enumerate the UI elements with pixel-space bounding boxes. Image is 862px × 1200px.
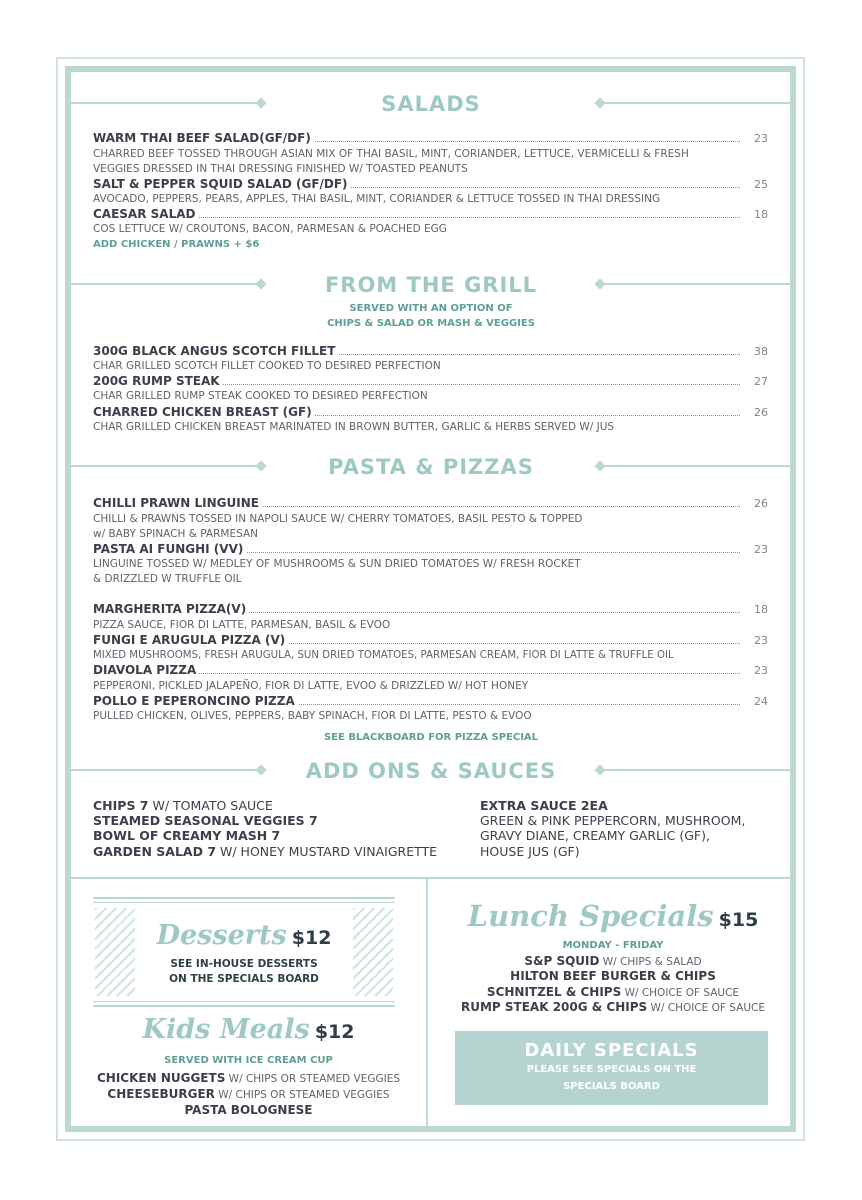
desserts-heading (135, 920, 353, 951)
item-name: 200G RUMP STEAK (93, 374, 223, 388)
bottom-panel-rule (71, 877, 791, 879)
item-description: w/ BABY SPINACH & PARMESAN (93, 528, 258, 540)
item-price: 27 (754, 375, 768, 388)
item-price: 26 (754, 406, 768, 419)
item-description: PEPPERONI, PICKLED JALAPEÑO, FIOR DI LATTE, EVOO & DRIZZLED W/ HOT HONEY (93, 680, 529, 692)
addon-line (93, 813, 318, 829)
section-title-grill: FROM THE GRILL (324, 273, 538, 297)
lunch-subtitle: MONDAY - FRIDAY (562, 940, 664, 951)
item-description: CHAR GRILLED RUMP STEAK COOKED TO DESIRED PERFECTION (93, 390, 428, 402)
lunch-item (428, 954, 798, 968)
addon-detail: W/ HONEY MUSTARD VINAIGRETTE (216, 844, 438, 859)
lunch-item (428, 1000, 798, 1014)
item-name: CHILLI PRAWN LINGUINE (93, 496, 262, 510)
extra-sauce-title (480, 798, 608, 814)
menu-item (93, 542, 768, 557)
section-title-pasta: PASTA & PIZZAS (328, 455, 534, 479)
lunch-item-name: S&P SQUID (524, 954, 600, 968)
kids-price: $12 (314, 1021, 355, 1043)
item-description: PIZZA SAUCE, FIOR DI LATTE, PARMESAN, BASIL & EVOO (93, 619, 391, 631)
item-price: 23 (754, 132, 768, 145)
addon-name: BOWL OF CREAMY MASH 7 (93, 828, 281, 843)
item-price: 23 (754, 634, 768, 647)
item-price: 24 (754, 695, 768, 708)
hatch-pattern (95, 908, 135, 996)
menu-item (93, 131, 768, 146)
item-price: 23 (754, 664, 768, 677)
item-description: PULLED CHICKEN, OLIVES, PEPPERS, BABY SPINACH, FIOR DI LATTE, PESTO & EVOO (93, 710, 532, 722)
item-name: CAESAR SALAD (93, 207, 198, 221)
lunch-item (428, 985, 798, 999)
lunch-item-detail: W/ CHOICE OF SAUCE (647, 1002, 765, 1014)
item-description: VEGGIES DRESSED IN THAI DRESSING FINISHED W/ TOASTED PEANUTS (93, 163, 468, 175)
lunch-item (428, 969, 798, 983)
item-name: PASTA AI FUNGHI (VV) (93, 542, 246, 556)
menu-item (93, 602, 768, 617)
lunch-item-detail: W/ CHOICE OF SAUCE (621, 987, 740, 999)
item-description: MIXED MUSHROOMS, FRESH ARUGULA, SUN DRIED TOMATOES, PARMESAN CREAM, FIOR DI LATTE & TRUFFLE OIL (93, 650, 674, 661)
addon-name: STEAMED SEASONAL VEGGIES 7 (93, 813, 318, 828)
lunch-price: $15 (718, 909, 759, 931)
kids-item (71, 1103, 426, 1117)
kids-item-name: PASTA BOLOGNESE (184, 1103, 313, 1117)
kids-title: Kids Meals (142, 1014, 310, 1045)
section-title-salads: SALADS (381, 92, 481, 116)
item-name: WARM THAI BEEF SALAD(GF/DF) (93, 131, 314, 145)
item-name: MARGHERITA PIZZA(V) (93, 602, 249, 616)
addon-line (93, 844, 437, 860)
kids-item (71, 1087, 426, 1101)
desserts-price: $12 (291, 927, 332, 949)
addon-detail: W/ TOMATO SAUCE (148, 798, 273, 813)
menu-item (93, 694, 768, 709)
salad-addon-note: ADD CHICKEN / PRAWNS + $6 (93, 239, 260, 250)
extra-sauce-label: EXTRA SAUCE 2EA (480, 798, 608, 813)
desserts-title: Desserts (156, 920, 287, 951)
kids-item-name: CHICKEN NUGGETS (96, 1071, 226, 1085)
lunch-item-name: RUMP STEAK 200G & CHIPS (461, 1000, 648, 1014)
menu-item (93, 496, 768, 511)
menu-item (93, 344, 768, 359)
kids-item (71, 1071, 426, 1085)
item-description: COS LETTUCE W/ CROUTONS, BACON, PARMESAN & POACHED EGG (93, 223, 447, 235)
section-title-addons: ADD ONS & SAUCES (305, 759, 557, 783)
kids-item-detail: W/ CHIPS OR STEAMED VEGGIES (214, 1089, 390, 1101)
kids-item-detail: W/ CHIPS OR STEAMED VEGGIES (225, 1073, 400, 1085)
menu-item (93, 405, 768, 420)
item-price: 18 (754, 208, 768, 221)
item-description: CHARRED BEEF TOSSED THROUGH ASIAN MIX OF THAI BASIL, MINT, CORIANDER, LETTUCE, VERMICELLI & FRESH (93, 148, 689, 160)
item-name: SALT & PEPPER SQUID SALAD (GF/DF) (93, 177, 351, 191)
item-description: CHILLI & PRAWNS TOSSED IN NAPOLI SAUCE W/ CHERRY TOMATOES, BASIL PESTO & TOPPED (93, 513, 583, 525)
addon-name: GARDEN SALAD 7 (93, 844, 217, 859)
grill-subtitle: SERVED WITH AN OPTION OF (349, 303, 513, 314)
menu-item (93, 374, 768, 389)
menu-item (93, 663, 768, 678)
item-price: 26 (754, 497, 768, 510)
addon-line (93, 798, 273, 814)
item-description: CHAR GRILLED SCOTCH FILLET COOKED TO DESIRED PERFECTION (93, 360, 441, 372)
kids-item-name: CHEESEBURGER (107, 1087, 215, 1101)
item-name: 300G BLACK ANGUS SCOTCH FILLET (93, 344, 338, 358)
item-price: 18 (754, 603, 768, 616)
kids-heading (71, 1014, 426, 1045)
menu-item (93, 177, 768, 192)
lunch-item-name: HILTON BEEF BURGER & CHIPS (510, 969, 716, 983)
menu-item (93, 633, 768, 648)
kids-subtitle: SERVED WITH ICE CREAM CUP (164, 1055, 333, 1066)
addon-line (93, 828, 280, 844)
item-name: FUNGI E ARUGULA PIZZA (V) (93, 633, 288, 647)
lunch-item-detail: W/ CHIPS & SALAD (599, 956, 702, 968)
daily-specials-line: PLEASE SEE SPECIALS ON THE (526, 1064, 697, 1075)
item-price: 25 (754, 178, 768, 191)
sauce-list-line: GREEN & PINK PEPPERCORN, MUSHROOM, (480, 813, 746, 828)
pizza-special-note: SEE BLACKBOARD FOR PIZZA SPECIAL (323, 732, 539, 743)
item-description: CHAR GRILLED CHICKEN BREAST MARINATED IN BROWN BUTTER, GARLIC & HERBS SERVED W/ JUS (93, 421, 615, 433)
lunch-title: Lunch Specials (467, 899, 714, 933)
lunch-heading (428, 899, 798, 933)
daily-specials-title: DAILY SPECIALS (524, 1040, 699, 1061)
hatch-pattern (353, 908, 393, 996)
item-name: DIAVOLA PIZZA (93, 663, 199, 677)
menu-item (93, 207, 768, 222)
item-name: POLLO E PEPERONCINO PIZZA (93, 694, 298, 708)
item-name: CHARRED CHICKEN BREAST (GF) (93, 405, 315, 419)
desserts-line: ON THE SPECIALS BOARD (169, 973, 319, 985)
item-price: 23 (754, 543, 768, 556)
item-description: LINGUINE TOSSED W/ MEDLEY OF MUSHROOMS & SUN DRIED TOMATOES W/ FRESH ROCKET (93, 558, 581, 570)
addon-name: CHIPS 7 (93, 798, 149, 813)
item-description: & DRIZZLED W TRUFFLE OIL (93, 573, 242, 585)
sauce-list-line: GRAVY DIANE, CREAMY GARLIC (GF), (480, 828, 710, 843)
desserts-line: SEE IN-HOUSE DESSERTS (170, 958, 318, 970)
lunch-item-name: SCHNITZEL & CHIPS (486, 985, 622, 999)
grill-subtitle: CHIPS & SALAD OR MASH & VEGGIES (327, 318, 535, 329)
desserts-box-inner (93, 902, 395, 1002)
item-price: 38 (754, 345, 768, 358)
daily-specials-line: SPECIALS BOARD (563, 1081, 660, 1092)
item-description: AVOCADO, PEPPERS, PEARS, APPLES, THAI BASIL, MINT, CORIANDER & LETTUCE TOSSED IN THAI DRESSING (93, 193, 661, 205)
sauce-list-line: HOUSE JUS (GF) (480, 844, 580, 859)
